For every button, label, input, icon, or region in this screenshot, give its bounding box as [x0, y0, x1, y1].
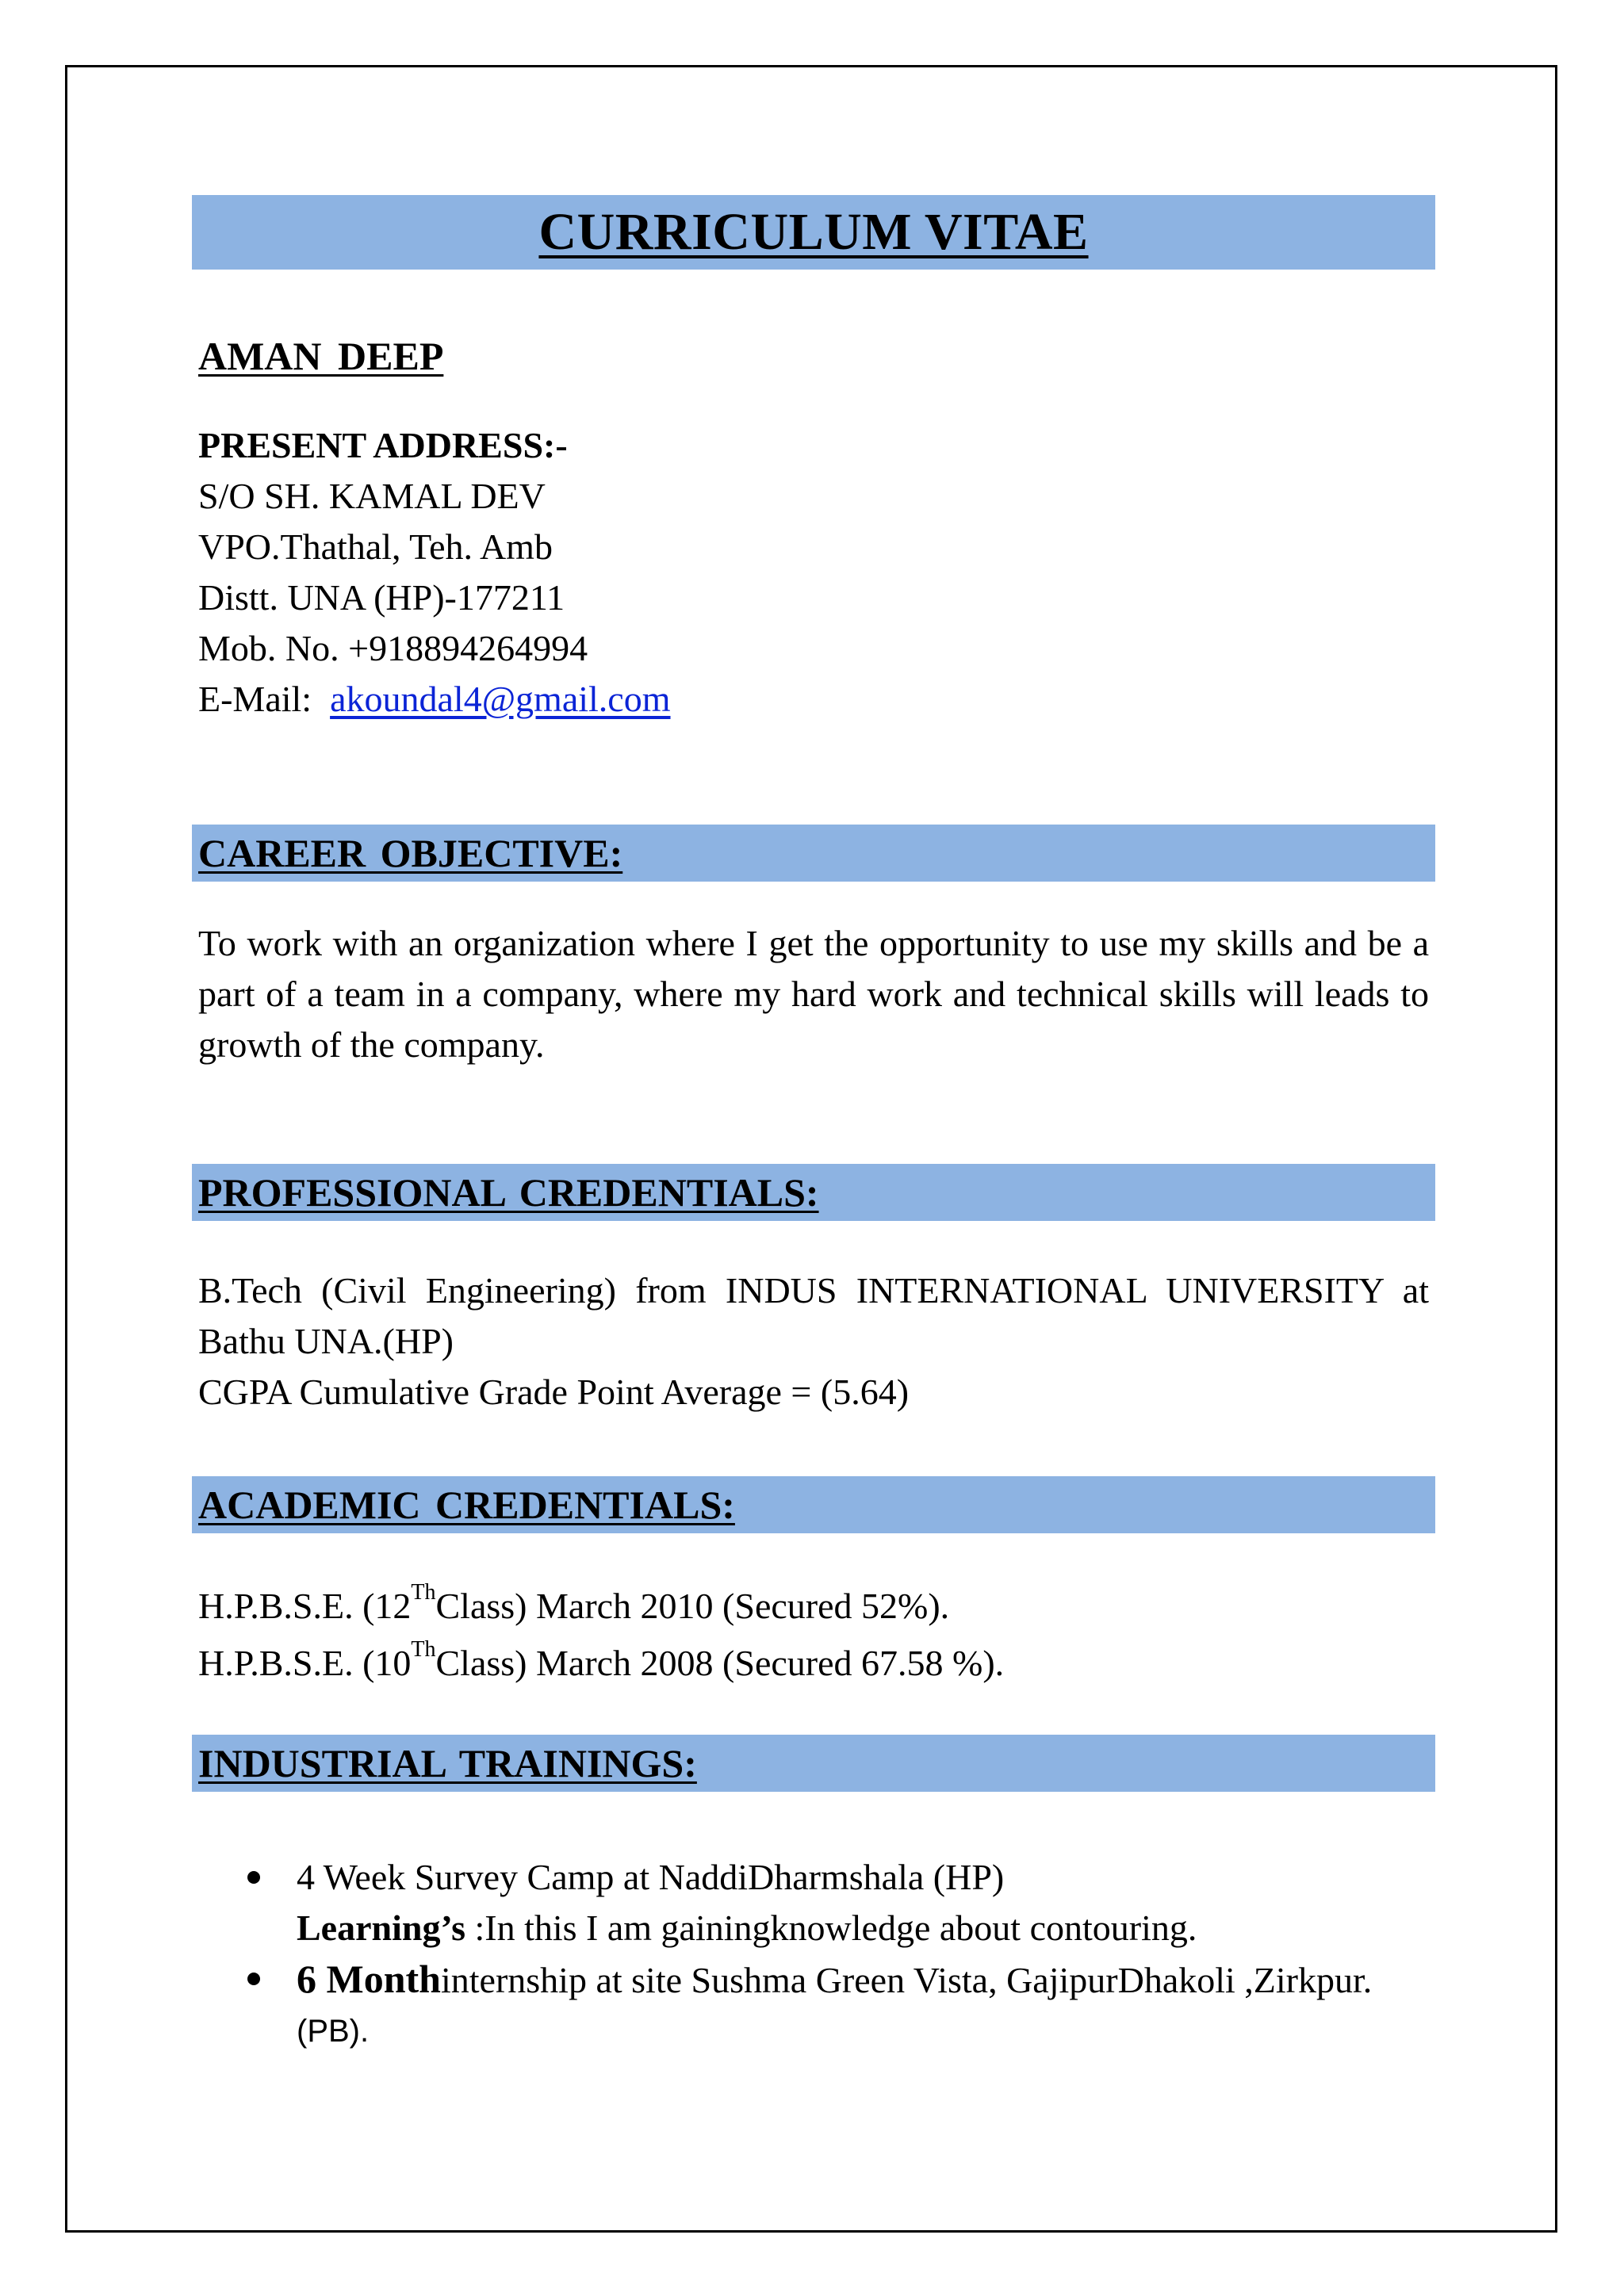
- list-item: [198, 1852, 1429, 1954]
- career-objective-text: To work with an organization where I get the opportunity to use my skills and be a part of a team in a company, where my hard work and technical skills will leads to growth of the company.: [198, 923, 1429, 1065]
- career-objective-heading: CAREER OBJECTIVE:: [198, 831, 623, 875]
- mobile-number: Mob. No. +918894264994: [198, 628, 588, 668]
- professional-credentials-heading: PROFESSIONAL CREDENTIALS:: [198, 1170, 819, 1215]
- academic-credentials-bar: [192, 1476, 1435, 1533]
- training-item-tail: (PB).: [297, 2014, 370, 2049]
- cv-content: [192, 195, 1435, 2049]
- professional-credentials-bar: [192, 1164, 1435, 1221]
- present-address: [198, 420, 671, 725]
- professional-credentials-text: [198, 1265, 1429, 1418]
- email-line: [198, 674, 671, 725]
- industrial-trainings-bar: [192, 1735, 1435, 1792]
- training-item-text: 4 Week Survey Camp at NaddiDharmshala (HP): [297, 1857, 1005, 1897]
- list-item: [198, 1954, 1429, 2057]
- academic-credentials-heading: ACADEMIC CREDENTIALS:: [198, 1483, 735, 1527]
- degree-line: B.Tech (Civil Engineering) from INDUS INTERNATIONAL UNIVERSITY at Bathu UNA.(HP): [198, 1270, 1429, 1361]
- training-duration: 6 Month: [297, 1957, 441, 2001]
- address-line: Distt. UNA (HP)-177211: [198, 577, 565, 618]
- email-label: E-Mail:: [198, 679, 312, 719]
- career-objective-bar: [192, 825, 1435, 882]
- title-bar: [192, 195, 1435, 270]
- academic-item: H.P.B.S.E. (12ThClass) March 2010 (Secured 52%).: [198, 1580, 950, 1626]
- academic-credentials-text: [198, 1578, 1429, 1692]
- cgpa-line: CGPA Cumulative Grade Point Average = (5.64): [198, 1372, 910, 1412]
- bullet-icon: [247, 1871, 260, 1884]
- bullet-icon: [247, 1973, 260, 1985]
- academic-item: H.P.B.S.E. (10ThClass) March 2008 (Secured 67.58 %).: [198, 1637, 1005, 1683]
- training-list: [198, 1852, 1429, 2057]
- email-link[interactable]: akoundal4@gmail.com: [330, 679, 671, 719]
- training-item-text: internship at site Sushma Green Vista, GajipurDhakoli ,Zirkpur.: [440, 1960, 1373, 2000]
- address-line: S/O SH. KAMAL DEV: [198, 476, 546, 516]
- industrial-trainings-heading: INDUSTRIAL TRAININGS:: [198, 1741, 697, 1785]
- candidate-name: AMAN DEEP: [198, 334, 444, 378]
- address-heading: PRESENT ADDRESS:-: [198, 425, 568, 465]
- training-learning: Learning’s :In this I am gainingknowledge about contouring.: [297, 1908, 1197, 1948]
- cv-title: CURRICULUM VITAE: [538, 203, 1089, 261]
- address-line: VPO.Thathal, Teh. Amb: [198, 526, 553, 567]
